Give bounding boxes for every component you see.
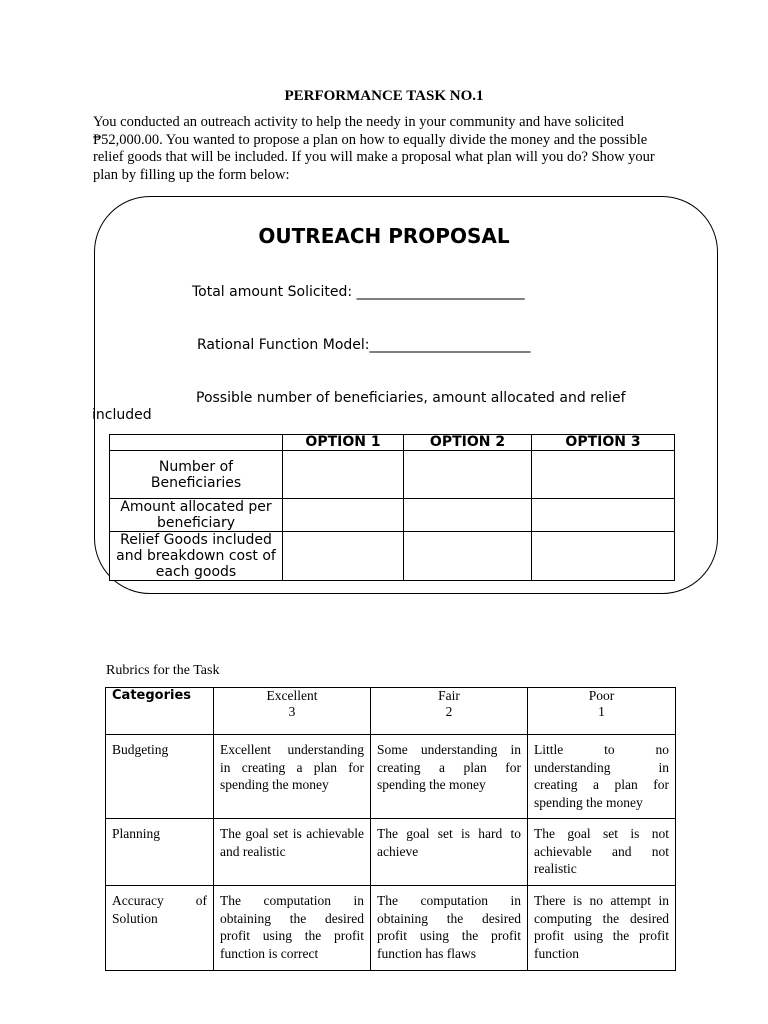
budgeting-poor: Little to no understanding in creating a plan for spending the money	[528, 735, 676, 819]
proposal-title: OUTREACH PROPOSAL	[258, 224, 510, 248]
beneficiaries-note-text: Possible number of beneficiaries, amount allocated and relief included	[92, 390, 626, 423]
rubrics-table	[105, 687, 676, 971]
rubrics-caption: Rubrics for the Task	[106, 663, 220, 678]
option-2-relief-cell[interactable]	[404, 532, 532, 581]
table-row	[106, 819, 676, 886]
row-label-beneficiaries: Number of Beneficiaries	[110, 451, 283, 499]
planning-fair: The goal set is hard to achieve	[371, 819, 528, 886]
task-instructions: You conducted an outreach activity to help the needy in your community and have solicited ₱52,000.00. You wanted to propose a plan on how to equally divide the money and the possible relief goods that will be included. If you will make a proposal what plan will you do? Show your plan by filling up the form below:	[93, 114, 655, 183]
excellent-label: Excellent	[266, 688, 318, 703]
accuracy-excellent: The computation in obtaining the desired profit using the profit function is correct	[214, 886, 371, 971]
categories-header	[106, 688, 214, 735]
option-3-relief-cell[interactable]	[532, 532, 675, 581]
accuracy-fair: The computation in obtaining the desired profit using the profit function has flaws	[371, 886, 528, 971]
poor-header	[528, 688, 676, 735]
category-planning: Planning	[106, 819, 214, 886]
rational-function-model-field[interactable]: Rational Function Model:_______________________	[197, 337, 531, 353]
total-amount-field[interactable]: Total amount Solicited: ________________________	[192, 284, 525, 300]
rubrics-header-row	[106, 688, 676, 735]
row-label-relief-goods: Relief Goods included and breakdown cost of each goods	[110, 532, 283, 581]
budgeting-fair: Some understanding in creating a plan for spending the money	[371, 735, 528, 819]
table-row	[110, 451, 675, 499]
option-2-beneficiaries-cell[interactable]	[404, 451, 532, 499]
poor-score: 1	[598, 704, 605, 719]
option-1-relief-cell[interactable]	[283, 532, 404, 581]
options-header-row	[110, 435, 675, 451]
option-3-beneficiaries-cell[interactable]	[532, 451, 675, 499]
excellent-score: 3	[288, 704, 296, 719]
category-accuracy: Accuracy of Solution	[106, 886, 214, 971]
table-row	[106, 735, 676, 819]
option-3-amount-cell[interactable]	[532, 499, 675, 532]
planning-poor: The goal set is not achievable and not realistic	[528, 819, 676, 886]
page-title: PERFORMANCE TASK NO.1	[284, 88, 484, 104]
option-1-beneficiaries-cell[interactable]	[283, 451, 404, 499]
option-3-header: OPTION 3	[532, 435, 675, 451]
excellent-header	[214, 688, 371, 735]
option-2-amount-cell[interactable]	[404, 499, 532, 532]
categories-header-label: Categories	[112, 688, 192, 703]
table-row	[106, 886, 676, 971]
fair-header	[371, 688, 528, 735]
option-2-header: OPTION 2	[404, 435, 532, 451]
planning-excellent: The goal set is achievable and realistic	[214, 819, 371, 886]
poor-label: Poor	[588, 688, 615, 703]
accuracy-poor: There is no attempt in computing the desired profit using the profit function	[528, 886, 676, 971]
options-table	[109, 434, 675, 581]
beneficiaries-note	[92, 390, 652, 424]
options-header-blank	[110, 435, 283, 451]
budgeting-excellent: Excellent understanding in creating a plan for spending the money	[214, 735, 371, 819]
fair-score: 2	[445, 704, 453, 719]
table-row	[110, 499, 675, 532]
table-row	[110, 532, 675, 581]
row-label-amount: Amount allocated per beneficiary	[110, 499, 283, 532]
option-1-amount-cell[interactable]	[283, 499, 404, 532]
category-budgeting: Budgeting	[106, 735, 214, 819]
option-1-header: OPTION 1	[283, 435, 404, 451]
fair-label: Fair	[438, 688, 460, 703]
